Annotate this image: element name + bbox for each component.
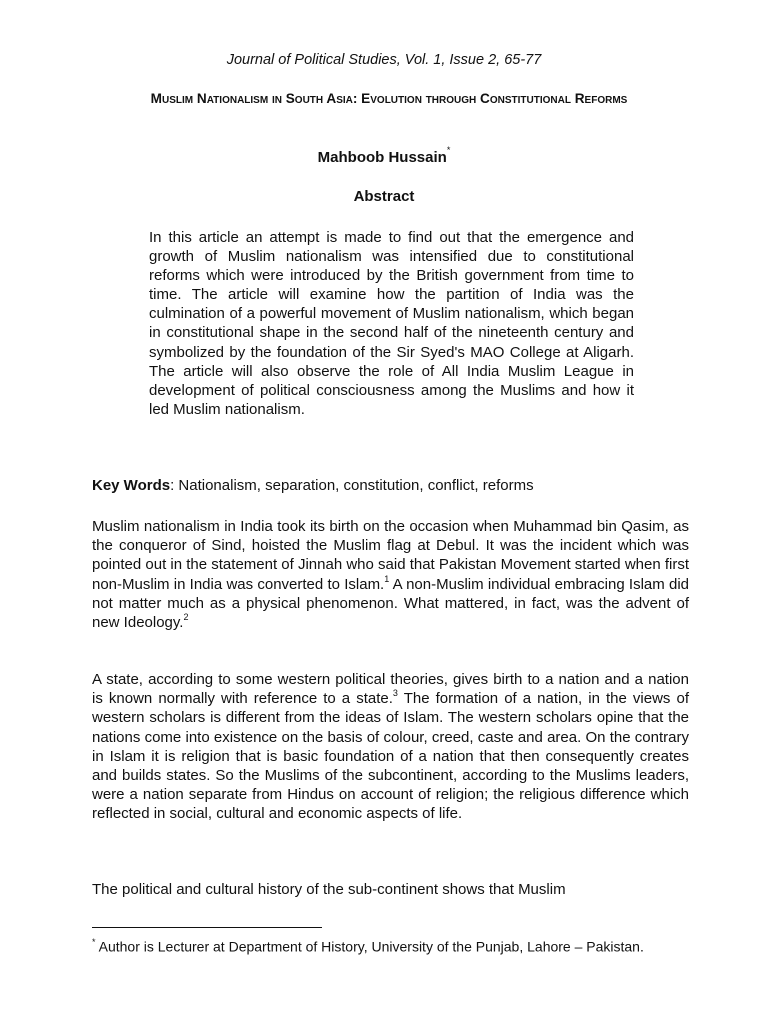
footnote-mark: * [92, 937, 96, 947]
p2-text-b: The formation of a nation, in the views of western scholars is different from the ideas of Islam. The western scholars opine that the nations come into existence on the basis of colour, creed, caste and area. On the contrary in Islam it is religion that is basic foundation of a nation that then consequently creates and builds states. So the Muslims of the subcontinent, according to the Muslims leaders, were a nation separate from Hindus on account of religion; the religious difference which reflected in social, cultural and economic aspects of life. [92, 690, 689, 823]
journal-citation: Journal of Political Studies, Vol. 1, Issue 2, 65-77 [226, 52, 542, 68]
abstract-text: In this article an attempt is made to find out that the emergence and growth of Muslim nationalism was intensified due to constitutional reforms which were introduced by the British government from time to time. The article will examine how the partition of India was the culmination of a powerful movement of Muslim nationalism, which began in constitutional shape in the second half of the nineteenth century and symbolized by the foundation of the Sir Syed's MAO College at Aligarh. The article will also observe the role of All India Muslim League in development of political consciousness among the Muslims and how it led Muslim nationalism. [149, 229, 634, 418]
keywords-label: Key Words [92, 477, 171, 494]
footnote-divider [92, 927, 322, 928]
abstract-heading: Abstract [353, 188, 415, 205]
footnote-ref-1: 1 [384, 573, 390, 584]
p1-text-a: Muslim nationalism in India took its birth on the occasion when Muhammad bin Qasim, as the conqueror of Sind, hoisted the Muslim flag at Debul. It was the incident which was pointed out in the statement of Jinnah who said that Pakistan Movement started when first non-Muslim in India was converted to Islam. [92, 518, 690, 593]
body-paragraph-3: The political and cultural history of the sub-continent shows that Muslim [92, 881, 566, 898]
keywords-text: : Nationalism, separation, constitution, conflict, reforms [170, 477, 534, 494]
author-name [0, 145, 768, 166]
author-footnote-mark: * [446, 145, 451, 155]
author-name-text: Mahboob Hussain [317, 149, 447, 166]
footnote-ref-3: 3 [392, 688, 398, 699]
footnote-text: Author is Lecturer at Department of History, University of the Punjab, Lahore – Pakistan. [95, 938, 644, 955]
author-footnote [92, 934, 692, 956]
keywords-line [92, 477, 692, 494]
footnote-ref-2: 2 [183, 612, 189, 623]
body-paragraph-2 [92, 670, 689, 824]
p2-text-a: A state, according to some western political theories, gives birth to a nation and a nation is known normally with reference to a state. [92, 671, 689, 708]
body-paragraph-1 [92, 517, 689, 632]
p1-text-b: A non-Muslim individual embracing Islam did not matter much as a physical phenomenon. What mattered, in fact, was the advent of new Ideology. [92, 575, 689, 632]
article-title: Muslim Nationalism in South Asia: Evolution through Constitutional Reforms [150, 91, 628, 106]
